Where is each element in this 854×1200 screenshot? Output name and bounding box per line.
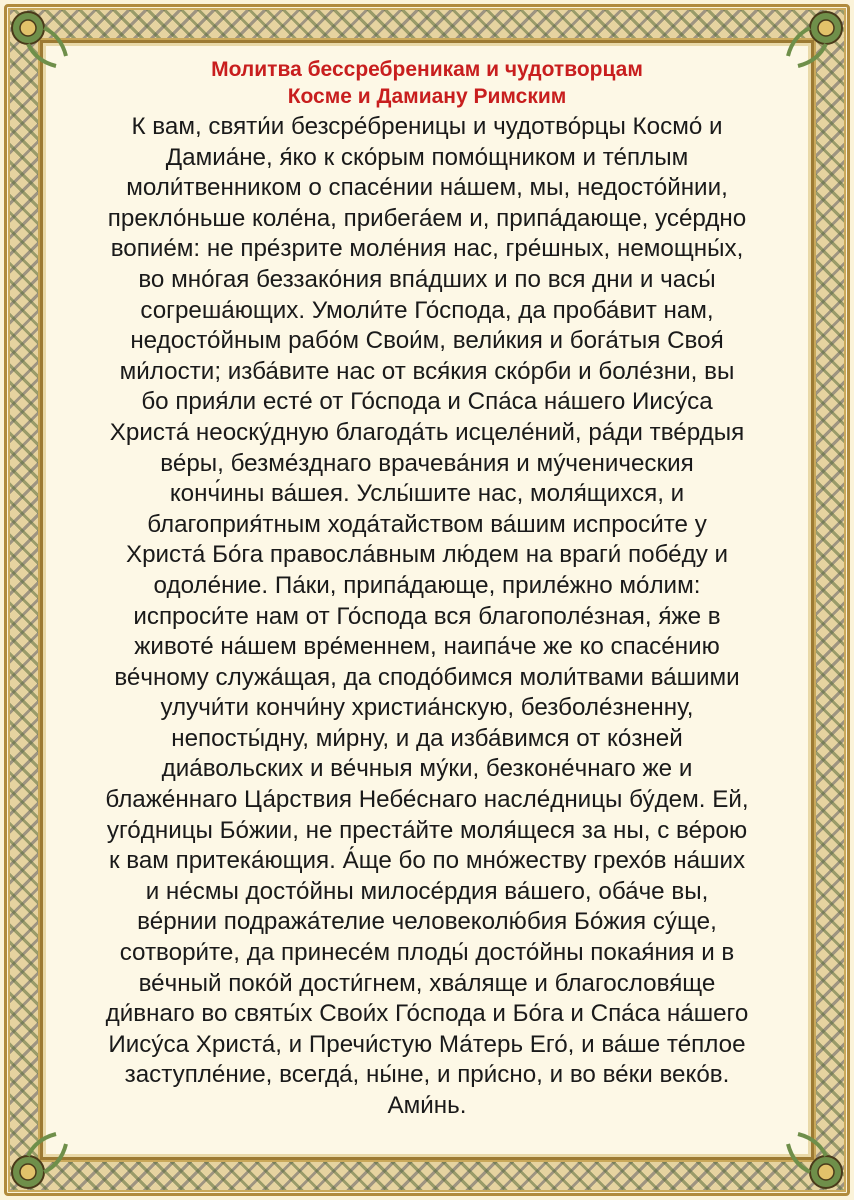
prayer-line: Христа́ неоску́дную благода́ть исцеле́ний, ра́ди тве́рдыя	[109, 418, 745, 446]
prayer-line: вопие́м: не пре́зрите моле́ния нас, гре́шных, немощны́х,	[110, 235, 744, 263]
prayer-title	[52, 56, 802, 110]
prayer-line: Дамиа́не, я́ко к ско́рым помо́щником и те́плым	[165, 143, 689, 171]
prayer-line: конч́ины ва́шея. Услы́шите нас, моля́щихся, и	[169, 480, 685, 508]
prayer-line: ве́рнии подража́телие человеколю́бия Бо́жия су́ще,	[137, 908, 717, 936]
prayer-line: к вам притека́ющия. А́ще бо по мно́жеству грехо́в на́ших	[108, 847, 746, 875]
prayer-line: испроси́те нам от Го́спода вся благополе́зная, я́же в	[133, 602, 721, 630]
prayer-line: моли́твенником о спасе́нии на́шем, мы, недосто́йнии,	[126, 174, 728, 202]
prayer-line: улучи́ти кончи́ну христиа́нскую, безболе́зненну,	[160, 694, 694, 722]
prayer-line: Иису́са Христа́, и Пречи́стую Ма́терь Его́, и ва́ше те́плое	[108, 1030, 746, 1058]
prayer-line: сотвори́те, да принесе́м плоды́ досто́йны покая́ния и в	[119, 939, 735, 967]
prayer-line: блаже́ннаго Ца́рствия Небе́снаго насле́дницы бу́дем. Ей,	[105, 786, 749, 814]
prayer-line: ве́чный поко́й дости́гнем, хва́ляще и благословя́ще	[138, 969, 716, 997]
ornament-corner-icon	[778, 1124, 848, 1194]
prayer-line: и не́смы досто́йны милосе́рдия ва́шего, оба́че вы,	[145, 877, 709, 905]
prayer-title-line: Молитва бессребреникам и чудотворцам	[211, 58, 643, 81]
prayer-line: согреша́ющих. Умоли́те Го́спода, да проба́вит нам,	[140, 296, 714, 324]
prayer-line: заступле́ние, всегда́, ны́не, и при́сно, и во ве́ки веко́в.	[124, 1061, 730, 1089]
prayer-line: одоле́ние. Па́ки, припа́дающе, приле́жно мо́лим:	[153, 571, 701, 599]
prayer-title-line: Косме и Дамиану Римским	[287, 85, 567, 108]
prayer-line: диа́вольских и ве́чныя му́ки, безконе́чнаго же и	[161, 755, 693, 783]
ornament-corner-icon	[6, 1124, 76, 1194]
prayer-line: прекло́ньше коле́на, прибега́ем и, припа́дающе, усе́рдно	[107, 204, 747, 232]
prayer-line: уго́дницы Бо́жии, не преста́йте моля́щеся за ны, с ве́рою	[106, 816, 748, 844]
prayer-line: непосты́дну, ми́рну, и да изба́вимся от ко́зней	[171, 724, 683, 752]
prayer-line: Ами́нь.	[387, 1092, 467, 1119]
prayer-line: благоприя́тным хода́тайством ва́шим испроси́те у	[147, 510, 707, 538]
prayer-line: ве́чному служа́щая, да сподо́бимся моли́твами ва́шими	[114, 663, 740, 691]
prayer-line: во мно́гая беззако́ния впа́дших и по вся дни и часы́	[138, 265, 716, 293]
prayer-text	[52, 112, 802, 1122]
prayer-line: Христа́ Бо́га правосла́вным лю́дем на враги́ побе́ду и	[125, 541, 729, 569]
prayer-line: бо прия́ли есте́ от Го́спода и Спа́са на́шего Иису́са	[141, 388, 713, 416]
prayer-line: животе́ на́шем вре́меннем, наипа́че же ко спасе́нию	[134, 633, 720, 661]
prayer-line: ве́ры, безме́зднаго врачева́ния и му́ченическия	[160, 449, 694, 477]
prayer-line: недосто́йным рабо́м Свои́м, вели́кия и бога́тыя Своя́	[130, 327, 724, 355]
prayer-line: ди́внаго во святы́х Свои́х Го́спода и Бо́га и Спа́са на́шего	[105, 1000, 749, 1028]
prayer-content	[52, 56, 802, 1122]
prayer-line: К вам, святи́и безсре́бреницы и чудотво́рцы Космо́ и	[131, 113, 723, 140]
prayer-line: ми́лости; изба́вите нас от вся́кия ско́рби и боле́зни, вы	[119, 357, 735, 385]
